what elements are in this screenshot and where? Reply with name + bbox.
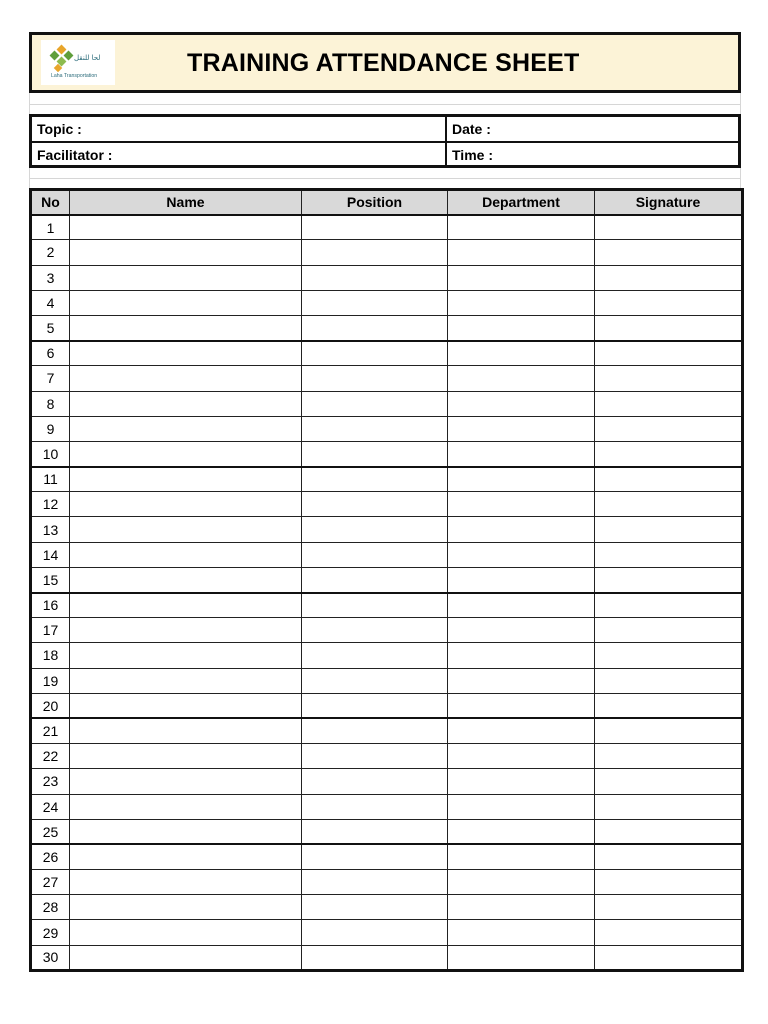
sheet-gridline	[29, 168, 30, 188]
signature-cell[interactable]	[595, 416, 743, 441]
position-cell[interactable]	[302, 265, 448, 290]
department-cell[interactable]	[448, 517, 595, 542]
signature-cell[interactable]	[595, 895, 743, 920]
row-number: 8	[31, 391, 70, 416]
table-row	[31, 844, 743, 869]
signature-cell[interactable]	[595, 542, 743, 567]
table-row	[31, 744, 743, 769]
table-row	[31, 391, 743, 416]
facilitator-label: Facilitator :	[37, 147, 113, 163]
table-row	[31, 920, 743, 945]
table-row	[31, 341, 743, 366]
column-header-signature: Signature	[595, 190, 743, 215]
row-number: 16	[31, 593, 70, 618]
table-row	[31, 794, 743, 819]
row-number: 28	[31, 895, 70, 920]
position-cell[interactable]	[302, 895, 448, 920]
position-cell[interactable]	[302, 215, 448, 240]
name-cell[interactable]	[70, 315, 302, 340]
name-cell[interactable]	[70, 517, 302, 542]
sheet-gridline	[29, 178, 741, 179]
signature-cell[interactable]	[595, 265, 743, 290]
company-logo	[41, 40, 115, 85]
signature-cell[interactable]	[595, 441, 743, 466]
position-cell[interactable]	[302, 693, 448, 718]
signature-cell[interactable]	[595, 593, 743, 618]
table-row	[31, 718, 743, 743]
position-cell[interactable]	[302, 542, 448, 567]
department-cell[interactable]	[448, 315, 595, 340]
name-cell[interactable]	[70, 593, 302, 618]
table-row	[31, 416, 743, 441]
table-row	[31, 618, 743, 643]
table-row	[31, 945, 743, 970]
row-number: 18	[31, 643, 70, 668]
department-cell[interactable]	[448, 467, 595, 492]
attendance-rows	[31, 215, 743, 971]
position-cell[interactable]	[302, 492, 448, 517]
signature-cell[interactable]	[595, 945, 743, 970]
row-number: 27	[31, 870, 70, 895]
position-cell[interactable]	[302, 744, 448, 769]
name-cell[interactable]	[70, 341, 302, 366]
position-cell[interactable]	[302, 794, 448, 819]
signature-cell[interactable]	[595, 693, 743, 718]
row-number: 25	[31, 819, 70, 844]
position-cell[interactable]	[302, 366, 448, 391]
name-cell[interactable]	[70, 920, 302, 945]
position-cell[interactable]	[302, 819, 448, 844]
name-cell[interactable]	[70, 492, 302, 517]
signature-cell[interactable]	[595, 668, 743, 693]
signature-cell[interactable]	[595, 643, 743, 668]
table-row	[31, 290, 743, 315]
signature-cell[interactable]	[595, 844, 743, 869]
table-row	[31, 492, 743, 517]
signature-cell[interactable]	[595, 290, 743, 315]
position-cell[interactable]	[302, 467, 448, 492]
department-cell[interactable]	[448, 769, 595, 794]
row-number: 11	[31, 467, 70, 492]
name-cell[interactable]	[70, 769, 302, 794]
department-cell[interactable]	[448, 794, 595, 819]
signature-cell[interactable]	[595, 744, 743, 769]
name-cell[interactable]	[70, 718, 302, 743]
position-cell[interactable]	[302, 441, 448, 466]
position-cell[interactable]	[302, 517, 448, 542]
row-number: 20	[31, 693, 70, 718]
signature-cell[interactable]	[595, 794, 743, 819]
row-number: 26	[31, 844, 70, 869]
department-cell[interactable]	[448, 718, 595, 743]
department-cell[interactable]	[448, 492, 595, 517]
name-cell[interactable]	[70, 693, 302, 718]
department-cell[interactable]	[448, 744, 595, 769]
position-cell[interactable]	[302, 290, 448, 315]
name-cell[interactable]	[70, 215, 302, 240]
department-cell[interactable]	[448, 593, 595, 618]
name-cell[interactable]	[70, 467, 302, 492]
table-row	[31, 215, 743, 240]
department-cell[interactable]	[448, 240, 595, 265]
table-row	[31, 366, 743, 391]
name-cell[interactable]	[70, 895, 302, 920]
name-cell[interactable]	[70, 618, 302, 643]
signature-cell[interactable]	[595, 769, 743, 794]
row-number: 4	[31, 290, 70, 315]
name-cell[interactable]	[70, 416, 302, 441]
table-header-row	[31, 190, 743, 215]
attendance-table	[29, 188, 744, 972]
table-row	[31, 315, 743, 340]
signature-cell[interactable]	[595, 819, 743, 844]
position-cell[interactable]	[302, 341, 448, 366]
table-row	[31, 895, 743, 920]
table-row	[31, 870, 743, 895]
table-row	[31, 668, 743, 693]
table-row	[31, 441, 743, 466]
department-cell[interactable]	[448, 945, 595, 970]
signature-cell[interactable]	[595, 341, 743, 366]
logo-text-arabic: لحا للنقل	[74, 54, 101, 62]
position-cell[interactable]	[302, 920, 448, 945]
table-row	[31, 567, 743, 592]
training-info-table	[29, 114, 741, 168]
department-cell[interactable]	[448, 416, 595, 441]
row-number: 14	[31, 542, 70, 567]
table-row	[31, 517, 743, 542]
name-cell[interactable]	[70, 819, 302, 844]
table-row	[31, 542, 743, 567]
position-cell[interactable]	[302, 315, 448, 340]
position-cell[interactable]	[302, 769, 448, 794]
row-number: 17	[31, 618, 70, 643]
signature-cell[interactable]	[595, 718, 743, 743]
row-number: 9	[31, 416, 70, 441]
name-cell[interactable]	[70, 794, 302, 819]
department-cell[interactable]	[448, 819, 595, 844]
name-cell[interactable]	[70, 567, 302, 592]
row-number: 3	[31, 265, 70, 290]
row-number: 24	[31, 794, 70, 819]
department-cell[interactable]	[448, 693, 595, 718]
row-number: 2	[31, 240, 70, 265]
row-number: 21	[31, 718, 70, 743]
table-row	[31, 240, 743, 265]
column-header-no: No	[31, 190, 70, 215]
department-cell[interactable]	[448, 341, 595, 366]
page-title: TRAINING ATTENDANCE SHEET	[187, 49, 580, 77]
row-number: 23	[31, 769, 70, 794]
department-cell[interactable]	[448, 567, 595, 592]
row-number: 13	[31, 517, 70, 542]
time-label: Time :	[452, 147, 493, 163]
table-row	[31, 769, 743, 794]
table-row	[31, 693, 743, 718]
row-number: 22	[31, 744, 70, 769]
sheet-header	[29, 32, 741, 93]
name-cell[interactable]	[70, 366, 302, 391]
department-cell[interactable]	[448, 441, 595, 466]
info-row-divider	[32, 141, 738, 143]
table-row	[31, 643, 743, 668]
sheet-gridline	[29, 104, 741, 105]
name-cell[interactable]	[70, 441, 302, 466]
department-cell[interactable]	[448, 895, 595, 920]
department-cell[interactable]	[448, 643, 595, 668]
position-cell[interactable]	[302, 593, 448, 618]
name-cell[interactable]	[70, 290, 302, 315]
signature-cell[interactable]	[595, 618, 743, 643]
department-cell[interactable]	[448, 920, 595, 945]
sheet-gridline	[740, 93, 741, 114]
signature-cell[interactable]	[595, 467, 743, 492]
signature-cell[interactable]	[595, 920, 743, 945]
signature-cell[interactable]	[595, 215, 743, 240]
signature-cell[interactable]	[595, 366, 743, 391]
position-cell[interactable]	[302, 416, 448, 441]
table-row	[31, 819, 743, 844]
row-number: 5	[31, 315, 70, 340]
column-header-position: Position	[302, 190, 448, 215]
table-row	[31, 467, 743, 492]
position-cell[interactable]	[302, 391, 448, 416]
department-cell[interactable]	[448, 391, 595, 416]
name-cell[interactable]	[70, 870, 302, 895]
department-cell[interactable]	[448, 618, 595, 643]
row-number: 7	[31, 366, 70, 391]
signature-cell[interactable]	[595, 517, 743, 542]
name-cell[interactable]	[70, 643, 302, 668]
signature-cell[interactable]	[595, 870, 743, 895]
logo-text-english: Laha Transportation	[51, 73, 98, 79]
position-cell[interactable]	[302, 240, 448, 265]
position-cell[interactable]	[302, 870, 448, 895]
sheet-gridline	[29, 93, 30, 114]
row-number: 19	[31, 668, 70, 693]
sheet-gridline	[740, 168, 741, 188]
position-cell[interactable]	[302, 945, 448, 970]
position-cell[interactable]	[302, 618, 448, 643]
table-row	[31, 593, 743, 618]
signature-cell[interactable]	[595, 391, 743, 416]
signature-cell[interactable]	[595, 567, 743, 592]
signature-cell[interactable]	[595, 492, 743, 517]
department-cell[interactable]	[448, 542, 595, 567]
row-number: 15	[31, 567, 70, 592]
department-cell[interactable]	[448, 215, 595, 240]
row-number: 30	[31, 945, 70, 970]
column-header-name: Name	[70, 190, 302, 215]
date-label: Date :	[452, 121, 491, 137]
signature-cell[interactable]	[595, 315, 743, 340]
department-cell[interactable]	[448, 366, 595, 391]
table-row	[31, 265, 743, 290]
name-cell[interactable]	[70, 265, 302, 290]
department-cell[interactable]	[448, 290, 595, 315]
name-cell[interactable]	[70, 844, 302, 869]
column-header-department: Department	[448, 190, 595, 215]
name-cell[interactable]	[70, 744, 302, 769]
name-cell[interactable]	[70, 668, 302, 693]
department-cell[interactable]	[448, 668, 595, 693]
name-cell[interactable]	[70, 542, 302, 567]
topic-label: Topic :	[37, 121, 82, 137]
position-cell[interactable]	[302, 668, 448, 693]
position-cell[interactable]	[302, 567, 448, 592]
row-number: 1	[31, 215, 70, 240]
row-number: 6	[31, 341, 70, 366]
signature-cell[interactable]	[595, 240, 743, 265]
name-cell[interactable]	[70, 391, 302, 416]
department-cell[interactable]	[448, 844, 595, 869]
name-cell[interactable]	[70, 240, 302, 265]
row-number: 12	[31, 492, 70, 517]
position-cell[interactable]	[302, 643, 448, 668]
row-number: 10	[31, 441, 70, 466]
position-cell[interactable]	[302, 718, 448, 743]
department-cell[interactable]	[448, 870, 595, 895]
department-cell[interactable]	[448, 265, 595, 290]
position-cell[interactable]	[302, 844, 448, 869]
name-cell[interactable]	[70, 945, 302, 970]
row-number: 29	[31, 920, 70, 945]
